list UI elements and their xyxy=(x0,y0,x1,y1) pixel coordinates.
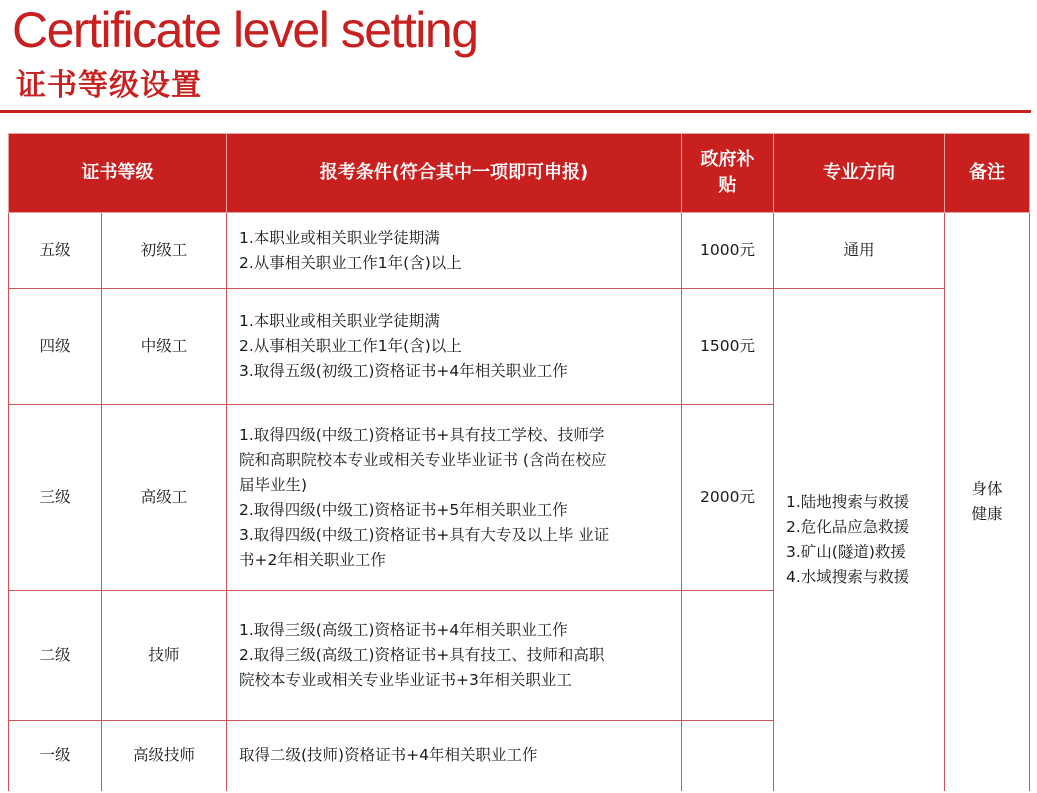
level-cell: 一级 xyxy=(9,721,102,791)
header-remark: 备注 xyxy=(945,134,1030,213)
name-cell: 高级技师 xyxy=(102,721,227,791)
subsidy-cell xyxy=(682,721,774,791)
title-divider xyxy=(0,110,1031,113)
level-cell: 四级 xyxy=(9,289,102,405)
name-cell: 技师 xyxy=(102,591,227,721)
direction-general-cell: 通用 xyxy=(774,213,945,289)
level-cell: 五级 xyxy=(9,213,102,289)
conditions-cell: 1.本职业或相关职业学徒期满 2.从事相关职业工作1年(含)以上 3.取得五级(初级工)资格证书+4年相关职业工作 xyxy=(227,289,682,405)
direction-list-cell: 1.陆地搜索与救援 2.危化品应急救援 3.矿山(隧道)救援 4.水域搜索与救援 xyxy=(774,289,945,791)
level-cell: 二级 xyxy=(9,591,102,721)
name-cell: 初级工 xyxy=(102,213,227,289)
name-cell: 高级工 xyxy=(102,405,227,591)
header-conditions: 报考条件(符合其中一项即可申报) xyxy=(227,134,682,213)
conditions-cell: 1.本职业或相关职业学徒期满 2.从事相关职业工作1年(含)以上 xyxy=(227,213,682,289)
certificate-level-table xyxy=(8,133,1030,791)
level-cell: 三级 xyxy=(9,405,102,591)
conditions-cell: 1.取得四级(中级工)资格证书+具有技工学校、技师学 院和高职院校本专业或相关专业毕业证书 (含尚在校应 届毕业生) 2.取得四级(中级工)资格证书+5年相关职业工作 3.取得四级(中级工)资格证书+具有大专及以上毕 业证 书+2年相关职业工作 xyxy=(227,405,682,591)
subsidy-cell xyxy=(682,591,774,721)
header-subsidy: 政府补 贴 xyxy=(682,134,774,213)
conditions-cell: 1.取得三级(高级工)资格证书+4年相关职业工作 2.取得三级(高级工)资格证书+具有技工、技师和高职 院校本专业或相关专业毕业证书+3年相关职业工 xyxy=(227,591,682,721)
header-level: 证书等级 xyxy=(9,134,227,213)
remark-cell: 身体 健康 xyxy=(945,213,1030,791)
title-english: Certificate level setting xyxy=(12,2,478,58)
subsidy-cell: 2000元 xyxy=(682,405,774,591)
name-cell: 中级工 xyxy=(102,289,227,405)
table-row xyxy=(9,213,1030,289)
table-row xyxy=(9,289,1030,405)
subsidy-cell: 1000元 xyxy=(682,213,774,289)
header-row xyxy=(9,134,1030,213)
conditions-cell: 取得二级(技师)资格证书+4年相关职业工作 xyxy=(227,721,682,791)
subsidy-cell: 1500元 xyxy=(682,289,774,405)
header-direction: 专业方向 xyxy=(774,134,945,213)
title-chinese: 证书等级设置 xyxy=(16,68,202,103)
